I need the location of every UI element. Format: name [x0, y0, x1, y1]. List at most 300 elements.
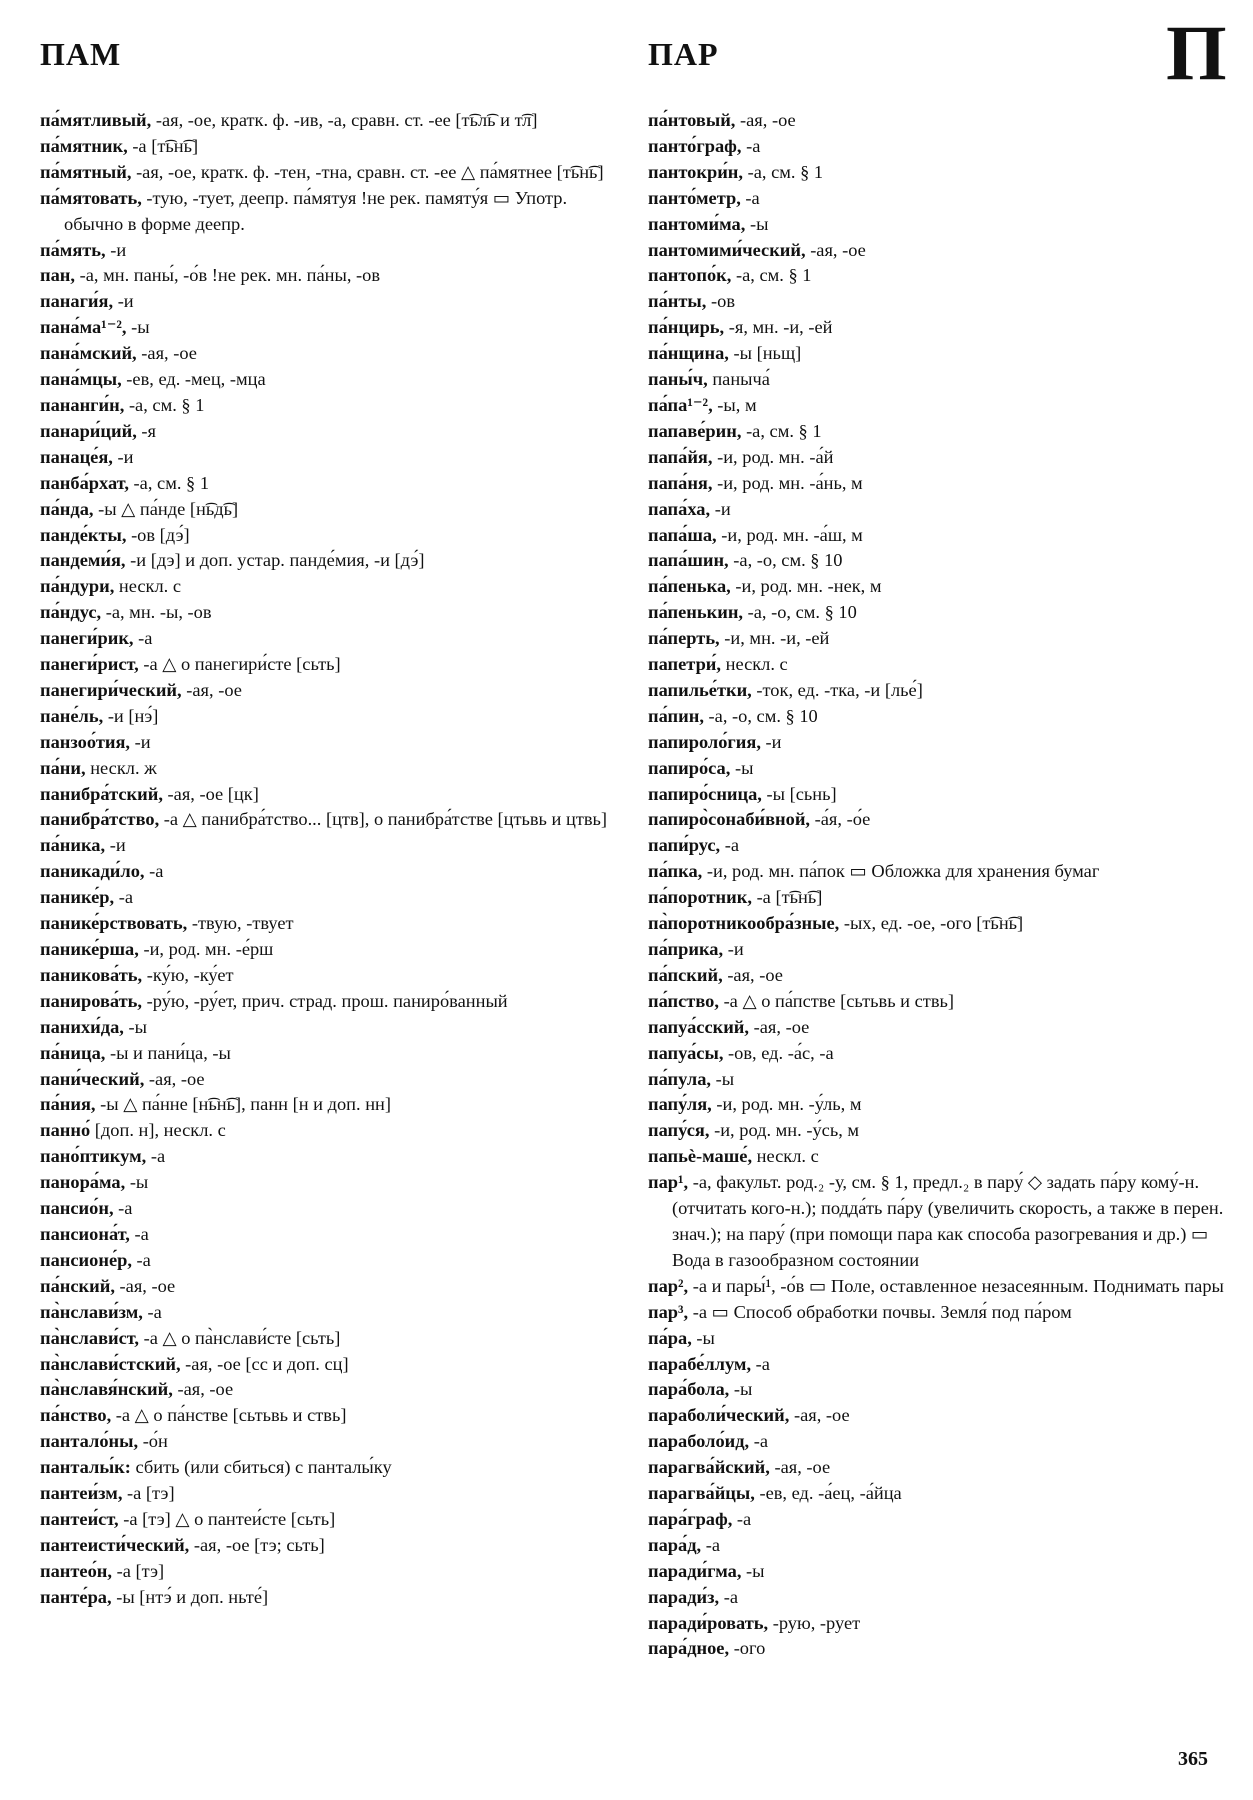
entry-text: -и [дэ] и доп. устар. панде́мия, -и [дэ́] [130, 550, 425, 571]
entry-text: -ая, -ое [793, 1405, 850, 1426]
dictionary-entry [648, 1429, 1230, 1455]
dictionary-entry [648, 626, 1230, 652]
entry-headword: пантеи́ст, [40, 1508, 119, 1529]
entry-text: -а [118, 1198, 133, 1219]
page-number: 365 [1178, 1748, 1208, 1770]
dictionary-entry [40, 238, 612, 264]
section-letter: П [1166, 9, 1227, 96]
dictionary-entry [40, 600, 612, 626]
entry-text: -ы △ па́нне [н͡ьн͡ь], панн [н и доп. нн] [100, 1094, 391, 1115]
entry-headword: панирова́ть, [40, 990, 142, 1011]
entry-text: -а △ о па́пстве [сьтьвь и ствь] [723, 990, 955, 1011]
entry-text: -ая, -ое [753, 1016, 810, 1037]
entry-text: -а, см. § 1 [746, 420, 822, 441]
entry-text: -а, см. § 1 [735, 265, 812, 286]
dictionary-entry [40, 523, 612, 549]
entry-text: -ая, -ое [141, 343, 197, 364]
entry-headword: панто́граф, [648, 135, 742, 156]
entry-text: нескл. с [756, 1146, 819, 1167]
entry-text: -ы [128, 1016, 147, 1037]
entry-text: -ток, ед. -тка, -и [лье́] [756, 679, 923, 700]
entry-headword: панике́р, [40, 887, 115, 908]
dictionary-entry [648, 1455, 1230, 1481]
dictionary-entry [648, 471, 1230, 497]
entry-headword: пантоми́ма, [648, 213, 746, 234]
entry-headword: пара́дное, [648, 1638, 730, 1659]
dictionary-entry [40, 1041, 612, 1067]
entry-text: -ая, -ое [740, 110, 796, 130]
entry-text: -и [727, 939, 744, 959]
dictionary-entry [40, 1559, 612, 1585]
dictionary-entry [40, 1352, 612, 1378]
entry-headword: панора́ма, [40, 1172, 126, 1193]
entry-text: -и [110, 239, 127, 260]
entry-headword: пандеми́я, [40, 550, 126, 571]
dictionary-entry [648, 782, 1230, 808]
entry-headword: папиро́са, [648, 757, 731, 778]
dictionary-entry [40, 911, 612, 937]
entry-headword: па̀нслави́ст, [40, 1327, 140, 1348]
entry-headword: па́нты, [648, 291, 707, 312]
entry-headword: панеги́рист, [40, 654, 139, 675]
dictionary-entry [648, 1326, 1230, 1352]
entry-headword: папуа́сский, [648, 1016, 750, 1037]
entry-headword: папа́шин, [648, 550, 729, 571]
entry-text: -а, -о, см. § 10 [747, 602, 857, 623]
dictionary-entry [648, 1377, 1230, 1403]
dictionary-entry [648, 833, 1230, 859]
entry-text: -ев, ед. -мец, -мца [126, 369, 266, 390]
entry-text: -ы, м [717, 394, 757, 415]
entry-text: -ы [715, 1068, 735, 1089]
entry-text: -ов [дэ́] [131, 524, 190, 545]
dictionary-entry [40, 471, 612, 497]
entry-text: -твую, -твует [191, 913, 294, 934]
entry-headword: па́поротник, [648, 887, 752, 908]
entry-text: -ы [ньщ] [733, 343, 802, 364]
entry-headword: паради́гма, [648, 1560, 742, 1581]
entry-headword: па́нда, [40, 498, 94, 519]
dictionary-entry [40, 937, 612, 963]
entry-headword: па́ни, [40, 757, 86, 778]
entry-headword: па́пенька, [648, 576, 731, 597]
entry-headword: папетри́, [648, 654, 721, 675]
dictionary-entry [648, 963, 1230, 989]
entry-text: -ру́ю, -ру́ет, прич. страд. прош. паниро́ванный [146, 990, 508, 1011]
entry-text: -и [109, 835, 126, 856]
entry-text: -ы △ па́нде [н͡ьд͡ь] [98, 498, 239, 519]
entry-text: -а, -о, см. § 10 [708, 705, 818, 726]
dictionary-entry [648, 807, 1230, 833]
dictionary-entry [648, 911, 1230, 937]
entry-headword: пансиона́т, [40, 1223, 130, 1244]
entry-headword: па́перть, [648, 628, 720, 649]
entry-headword: па̀поротникообра́зные, [648, 913, 840, 934]
entry-text: -ку́ю, -ку́ет [146, 964, 234, 985]
entry-text: паныча́ [712, 369, 770, 390]
entry-headword: па́па¹⁻², [648, 394, 713, 415]
entry-headword: папа́йя, [648, 446, 713, 467]
entry-headword: па́мять, [40, 239, 106, 260]
entry-headword: паради́ровать, [648, 1612, 769, 1633]
dictionary-entry [40, 1222, 612, 1248]
entry-headword: панегири́ческий, [40, 679, 182, 700]
entry-headword: паради́з, [648, 1586, 720, 1607]
dictionary-entry [40, 341, 612, 367]
entry-headword: папуа́сы, [648, 1042, 724, 1063]
entry-text: -а [755, 1353, 770, 1374]
dictionary-entry [648, 186, 1230, 212]
entry-headword: панике́рствовать, [40, 913, 188, 934]
dictionary-entry [40, 367, 612, 393]
entry-headword: пантео́н, [40, 1560, 112, 1581]
entry-headword: панаги́я, [40, 291, 114, 312]
entry-headword: пани́ческий, [40, 1068, 145, 1089]
entry-text: -ы и пани́ца, -ы [109, 1042, 231, 1063]
entry-text: -а, мн. паны́, -о́в !не рек. мн. па́ны, -ов [79, 265, 381, 286]
dictionary-entry [648, 1585, 1230, 1611]
dictionary-entry [40, 393, 612, 419]
entry-text: -ого [733, 1638, 766, 1659]
entry-headword: папироло́гия, [648, 731, 761, 752]
dictionary-entry [648, 1067, 1230, 1093]
entry-headword: пар², [648, 1275, 689, 1296]
entry-headword: панибра́тский, [40, 783, 163, 804]
entry-text: -рую, -рует [772, 1612, 861, 1633]
entry-text: -а △ о па̀нслави́сте [сьть] [143, 1327, 341, 1348]
entry-headword: па́пин, [648, 705, 704, 726]
dictionary-entry [648, 367, 1230, 393]
entry-headword: папа́ня, [648, 472, 713, 493]
dictionary-entry [648, 134, 1230, 160]
entry-text: -ая, -ое [119, 1275, 176, 1296]
entry-text: -ая, -ое [сс и доп. сц] [185, 1353, 349, 1374]
dictionary-entry [648, 523, 1230, 549]
dictionary-entry [648, 238, 1230, 264]
dictionary-entry [648, 989, 1230, 1015]
entry-headword: парагва́йский, [648, 1457, 770, 1478]
entry-text: -и, род. мн. -у́ль, м [716, 1094, 862, 1115]
dictionary-entry [40, 315, 612, 341]
entry-headword: па́нцирь, [648, 317, 725, 338]
dictionary-entry [648, 730, 1230, 756]
entry-headword: пантомими́ческий, [648, 239, 806, 260]
entry-text: -и [нэ́] [107, 705, 159, 726]
entry-headword: панзоо́тия, [40, 731, 130, 752]
dictionary-entry [40, 885, 612, 911]
dictionary-entry [40, 1248, 612, 1274]
entry-text: -а, см. § 1 [128, 394, 205, 415]
dictionary-entry [648, 1559, 1230, 1585]
entry-headword: па́пский, [648, 964, 723, 985]
entry-text: -а △ панибра́тство... [цтв], о панибра́тстве [цтьвь и цтвь] [163, 809, 608, 830]
dictionary-entry [648, 315, 1230, 341]
entry-text: -ы [129, 1172, 149, 1193]
entry-headword: пано́птикум, [40, 1146, 147, 1167]
dictionary-entry [40, 704, 612, 730]
entry-text: -ы [696, 1327, 715, 1348]
dictionary-entry [40, 574, 612, 600]
entry-headword: па́пка, [648, 861, 703, 882]
dictionary-entry [40, 833, 612, 859]
dictionary-entry [40, 730, 612, 756]
entry-headword: пар³, [648, 1301, 689, 1322]
entry-text: -а ▭ Способ обработки почвы. Земля́ под па́ром [692, 1301, 1072, 1322]
entry-headword: паны́ч, [648, 369, 708, 390]
dictionary-entry [648, 937, 1230, 963]
entry-headword: па́нщина, [648, 343, 729, 364]
entry-headword: папаве́рин, [648, 420, 742, 441]
dictionary-entry [648, 1170, 1230, 1274]
dictionary-entry [40, 1326, 612, 1352]
dictionary-entry [40, 186, 612, 238]
entry-headword: па́прика, [648, 939, 724, 959]
entry-headword: папьѐ-маше́, [648, 1146, 753, 1167]
entry-text: -и, род. мн. -а́ш, м [721, 524, 863, 545]
entry-text: -ых, ед. -ое, -ого [т͡ьн͡ь] [843, 913, 1024, 934]
entry-headword: пара́граф, [648, 1508, 733, 1529]
dictionary-entry [648, 756, 1230, 782]
dictionary-entry [648, 548, 1230, 574]
entry-headword: папу́ля, [648, 1094, 712, 1115]
entry-headword: пантокри́н, [648, 161, 743, 182]
entry-headword: па́ндус, [40, 602, 102, 623]
dictionary-entry [648, 1403, 1230, 1429]
entry-text: -и, род. мн. па́пок ▭ Обложка для хранения бумаг [706, 861, 1100, 882]
entry-headword: пантеисти́ческий, [40, 1534, 190, 1555]
entry-text: -о́н [142, 1431, 168, 1452]
dictionary-entry [648, 885, 1230, 911]
dictionary-entry [648, 1274, 1230, 1300]
entry-text: -а [т͡ьн͡ь] [756, 887, 823, 908]
dictionary-entry [40, 1067, 612, 1093]
entry-text: -а [тэ] [116, 1560, 165, 1581]
entry-headword: пананги́н, [40, 394, 125, 415]
entry-headword: па̀нслави́стский, [40, 1353, 181, 1374]
entry-text: -ая, -ое [177, 1379, 234, 1400]
dictionary-entry [40, 1092, 612, 1118]
entry-headword: папа́ха, [648, 498, 711, 519]
entry-text: -и, род. мн. -е́рш [143, 939, 274, 959]
entry-text: -а △ о панегири́сте [сьть] [143, 654, 341, 675]
entry-headword: пансио́н, [40, 1198, 114, 1219]
dictionary-entry [40, 108, 612, 134]
entry-text: -и, род. мн. -у́сь, м [714, 1120, 860, 1141]
dictionary-entry [40, 1196, 612, 1222]
entry-headword: пантеи́зм, [40, 1483, 123, 1504]
entry-text: -ая, -ое [186, 679, 242, 700]
entry-text: -и [117, 446, 134, 467]
entry-text: -ая, -ое [тэ; сьть] [193, 1534, 325, 1555]
dictionary-entry [40, 263, 612, 289]
entry-headword: панихи́да, [40, 1016, 124, 1037]
dictionary-entry [40, 756, 612, 782]
entry-headword: па́мятник, [40, 135, 128, 156]
entry-text: -а [134, 1223, 149, 1244]
dictionary-entry [40, 1377, 612, 1403]
entry-headword: па́ния, [40, 1094, 96, 1115]
entry-headword: папа́ша, [648, 524, 717, 545]
dictionary-entry [40, 626, 612, 652]
dictionary-entry [648, 1118, 1230, 1144]
entry-headword: папу́ся, [648, 1120, 710, 1141]
dictionary-entry [648, 289, 1230, 315]
entry-headword: параболи́ческий, [648, 1405, 790, 1426]
right-column [648, 108, 1230, 1662]
dictionary-entry [40, 963, 612, 989]
dictionary-entry [648, 1533, 1230, 1559]
dictionary-entry [40, 859, 612, 885]
entry-text: -и, род. мн. -а́нь, м [717, 472, 863, 493]
entry-text: -а [149, 861, 164, 882]
dictionary-entry [40, 497, 612, 523]
entry-headword: па́мятливый, [40, 110, 152, 130]
entry-headword: па́пула, [648, 1068, 711, 1089]
dictionary-entry [648, 1611, 1230, 1637]
entry-headword: параболо́ид, [648, 1431, 750, 1452]
entry-text: -ая, -ое, кратк. ф. -тен, -тна, сравн. ст. -ее △ па́мятнее [т͡ьн͡ь] [136, 161, 604, 182]
entry-text: -а, см. § 1 [747, 161, 824, 182]
entry-headword: па̀нслави́зм, [40, 1301, 143, 1322]
entry-text: -ая, -ое, кратк. ф. -ив, -а, сравн. ст. -ее [т͡ьл͡ь и т͡л] [155, 110, 538, 130]
entry-text: -а [118, 887, 134, 908]
entry-headword: парагва́йцы, [648, 1483, 755, 1504]
left-column [40, 108, 612, 1611]
dictionary-entry [40, 1429, 612, 1455]
entry-text: -и [134, 731, 151, 752]
entry-headword: паникади́ло, [40, 861, 145, 882]
entry-text: -а [тэ] [127, 1483, 175, 1504]
dictionary-entry [40, 782, 612, 808]
entry-headword: пар¹, [648, 1172, 689, 1193]
dictionary-entry [648, 108, 1230, 134]
entry-text: -а [753, 1431, 769, 1452]
running-head-right: ПАР [648, 36, 719, 72]
entry-text: -а́я, -о́е [814, 809, 871, 830]
entry-text: -ая, -ое [774, 1457, 831, 1478]
dictionary-entry [40, 1533, 612, 1559]
entry-text: нескл. с [725, 654, 788, 675]
entry-text: -и [765, 731, 782, 752]
dictionary-entry [40, 1274, 612, 1300]
dictionary-entry [648, 212, 1230, 238]
dictionary-entry [648, 600, 1230, 626]
entry-text: -ая, -ое [148, 1068, 205, 1089]
entry-text: -а [136, 1249, 151, 1270]
entry-headword: панто́метр, [648, 187, 741, 208]
dictionary-entry [648, 263, 1230, 289]
entry-text: -а [745, 187, 760, 208]
dictionary-entry [40, 1144, 612, 1170]
dictionary-entry [40, 1585, 612, 1611]
entry-headword: па̀нславя́нский, [40, 1379, 173, 1400]
dictionary-entry [40, 1481, 612, 1507]
entry-text: нескл. ж [90, 757, 157, 778]
entry-text: нескл. с [118, 576, 182, 597]
entry-text: -а [138, 628, 153, 649]
entry-text: [доп. н], нескл. с [94, 1120, 226, 1141]
entry-text: -а [723, 1586, 739, 1607]
entry-text: -а △ о па́нстве [сьтьвь и ствь] [115, 1405, 347, 1426]
entry-headword: панте́ра, [40, 1586, 112, 1607]
dictionary-entry [40, 989, 612, 1015]
entry-text: -ы [нтэ́ и доп. ньте́] [116, 1586, 269, 1607]
entry-text: -и [714, 498, 731, 519]
dictionary-entry [648, 341, 1230, 367]
entry-text: -а, см. § 1 [133, 472, 210, 493]
dictionary-entry [648, 1041, 1230, 1067]
dictionary-entry [40, 807, 612, 833]
entry-headword: панеги́рик, [40, 628, 134, 649]
entry-headword: папиро̀сонаби́вной, [648, 809, 811, 830]
entry-text: -ы [733, 1379, 753, 1400]
dictionary-entry [648, 160, 1230, 186]
dictionary-entry [648, 574, 1230, 600]
entry-headword: пантальı́к: [40, 1457, 131, 1478]
entry-text: -ы [131, 317, 150, 338]
entry-headword: пана́мцы, [40, 369, 122, 390]
entry-text: -ы [734, 757, 754, 778]
dictionary-entry [648, 704, 1230, 730]
entry-headword: пане́ль, [40, 705, 104, 726]
entry-headword: панари́ций, [40, 420, 137, 441]
entry-text: -ов, ед. -а́с, -а [728, 1042, 834, 1063]
entry-text: -и, род. мн. -нек, м [735, 576, 882, 597]
entry-headword: па́ра, [648, 1327, 692, 1348]
dictionary-entry [648, 1015, 1230, 1041]
entry-text: -а [705, 1534, 721, 1555]
dictionary-entry [40, 1170, 612, 1196]
entry-text: -и, род. мн. -а́й [717, 446, 834, 467]
dictionary-entry [40, 1015, 612, 1041]
entry-text: -ов [711, 291, 736, 312]
dictionary-entry [40, 419, 612, 445]
dictionary-entry [40, 1300, 612, 1326]
entry-headword: пантало́ны, [40, 1431, 139, 1452]
entry-headword: пан, [40, 265, 75, 286]
entry-headword: па́ндури, [40, 576, 115, 597]
entry-text: -ы [сьнь] [766, 783, 837, 804]
entry-headword: парабе́ллум, [648, 1353, 752, 1374]
entry-text: -а [150, 1146, 166, 1167]
entry-headword: па́нтовый, [648, 110, 736, 130]
dictionary-entry [648, 678, 1230, 704]
entry-headword: па́мятовать, [40, 187, 142, 208]
entry-headword: панибра́тство, [40, 809, 160, 830]
entry-headword: пана́мский, [40, 343, 137, 364]
entry-headword: папилье́тки, [648, 679, 752, 700]
entry-headword: папиро́сница, [648, 783, 762, 804]
entry-text: -а [т͡ьн͡ь] [132, 135, 199, 156]
entry-text: -а, факульт. род.₂ -у, см. § 1, предл.₂ в пару́ ◇ задать па́ру кому́-н. (отчитать кого-н.); подда́ть па́ру (увеличить скорость, а также в перен. знач.); на пару́ (при помощи пара как способа разогревания и др.) ▭ Вода в газообразном состоянии [672, 1172, 1224, 1270]
entry-headword: пана́ма¹⁻², [40, 317, 127, 338]
entry-headword: па́нство, [40, 1405, 112, 1426]
dictionary-entry [648, 393, 1230, 419]
dictionary-entry [40, 134, 612, 160]
entry-text: -я [141, 420, 156, 441]
entry-text: -ы [746, 1560, 765, 1581]
entry-headword: папи́рус, [648, 835, 721, 856]
dictionary-entry [648, 1481, 1230, 1507]
entry-text: -а [147, 1301, 162, 1322]
entry-headword: панде́кты, [40, 524, 127, 545]
entry-text: -а, -о, см. § 10 [733, 550, 843, 571]
dictionary-entry [648, 497, 1230, 523]
entry-text: -тую, -тует, деепр. па́мятуя !не рек. памяту́я ▭ Употр. обычно в форме деепр. [64, 187, 568, 234]
entry-text: -и, мн. -и, -ей [724, 628, 830, 649]
entry-text: -а и пары́¹, -о́в ▭ Поле, оставленное незасеянным. Поднимать пары [692, 1275, 1224, 1296]
dictionary-entry [648, 419, 1230, 445]
